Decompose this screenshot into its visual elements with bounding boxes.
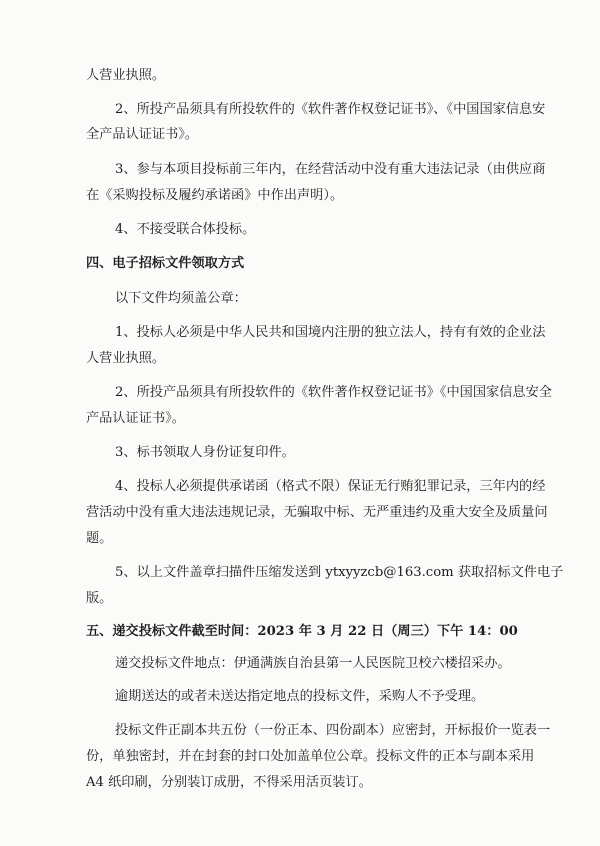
text-line: 份，单独密封，并在封套的封口处加盖单位公章。投标文件的正本与副本采用: [86, 749, 535, 764]
text-line: A4 纸印刷，分别装订成册，不得采用活页装订。: [86, 775, 372, 790]
text-line: 3、参与本项目投标前三年内，在经营活动中没有重大违法记录（由供应商: [115, 162, 546, 177]
text-line: 4、投标人必须提供承诺函（格式不限）保证无行贿犯罪记录，三年内的经: [115, 479, 546, 494]
text-line: 投标文件正副本共五份（一份正本、四份副本）应密封，开标报价一览表一: [115, 723, 551, 738]
text-line: 2、所投产品须具有所投软件的《软件著作权登记证书》《中国国家信息安全: [115, 385, 552, 400]
text-line: 5、以上文件盖章扫描件压缩发送到 ytxyyzcb@163.com 获取招标文件电子: [115, 565, 564, 580]
text-line: 1、投标人必须是中华人民共和国境内注册的独立法人，持有有效的企业法: [115, 325, 546, 340]
text-line: 递交投标文件地点：伊通满族自治县第一人民医院卫校六楼招采办。: [115, 656, 511, 671]
text-line: 全产品认证证书》。: [86, 127, 199, 142]
text-line: 版。: [86, 591, 113, 606]
text-line: 在《采购投标及履约承诺函》中作出声明）。: [86, 188, 344, 203]
text-line: 逾期送达的或者未送达指定地点的投标文件，采购人不予受理。: [115, 689, 485, 704]
text-line: 产品认证证书》。: [86, 411, 185, 426]
text-line: 3、标书领取人身份证复印件。: [115, 445, 295, 460]
section-heading: 五、递交投标文件截至时间：2023 年 3 月 22 日（周三）下午 14：00: [86, 624, 518, 639]
text-line: 以下文件均须盖公章：: [115, 291, 247, 306]
text-line: 人营业执照。: [86, 351, 166, 366]
text-line: 2、所投产品须具有所投软件的《软件著作权登记证书》、《中国国家信息安: [115, 102, 546, 117]
text-line: 营活动中没有重大违法违规记录，无骗取中标、无严重违约及重大安全及质量问: [86, 505, 548, 520]
section-heading: 四、电子招标文件领取方式: [86, 256, 245, 271]
text-line: 人营业执照。: [86, 68, 166, 83]
text-line: 题。: [86, 531, 113, 546]
text-line: 4、不接受联合体投标。: [115, 222, 256, 237]
